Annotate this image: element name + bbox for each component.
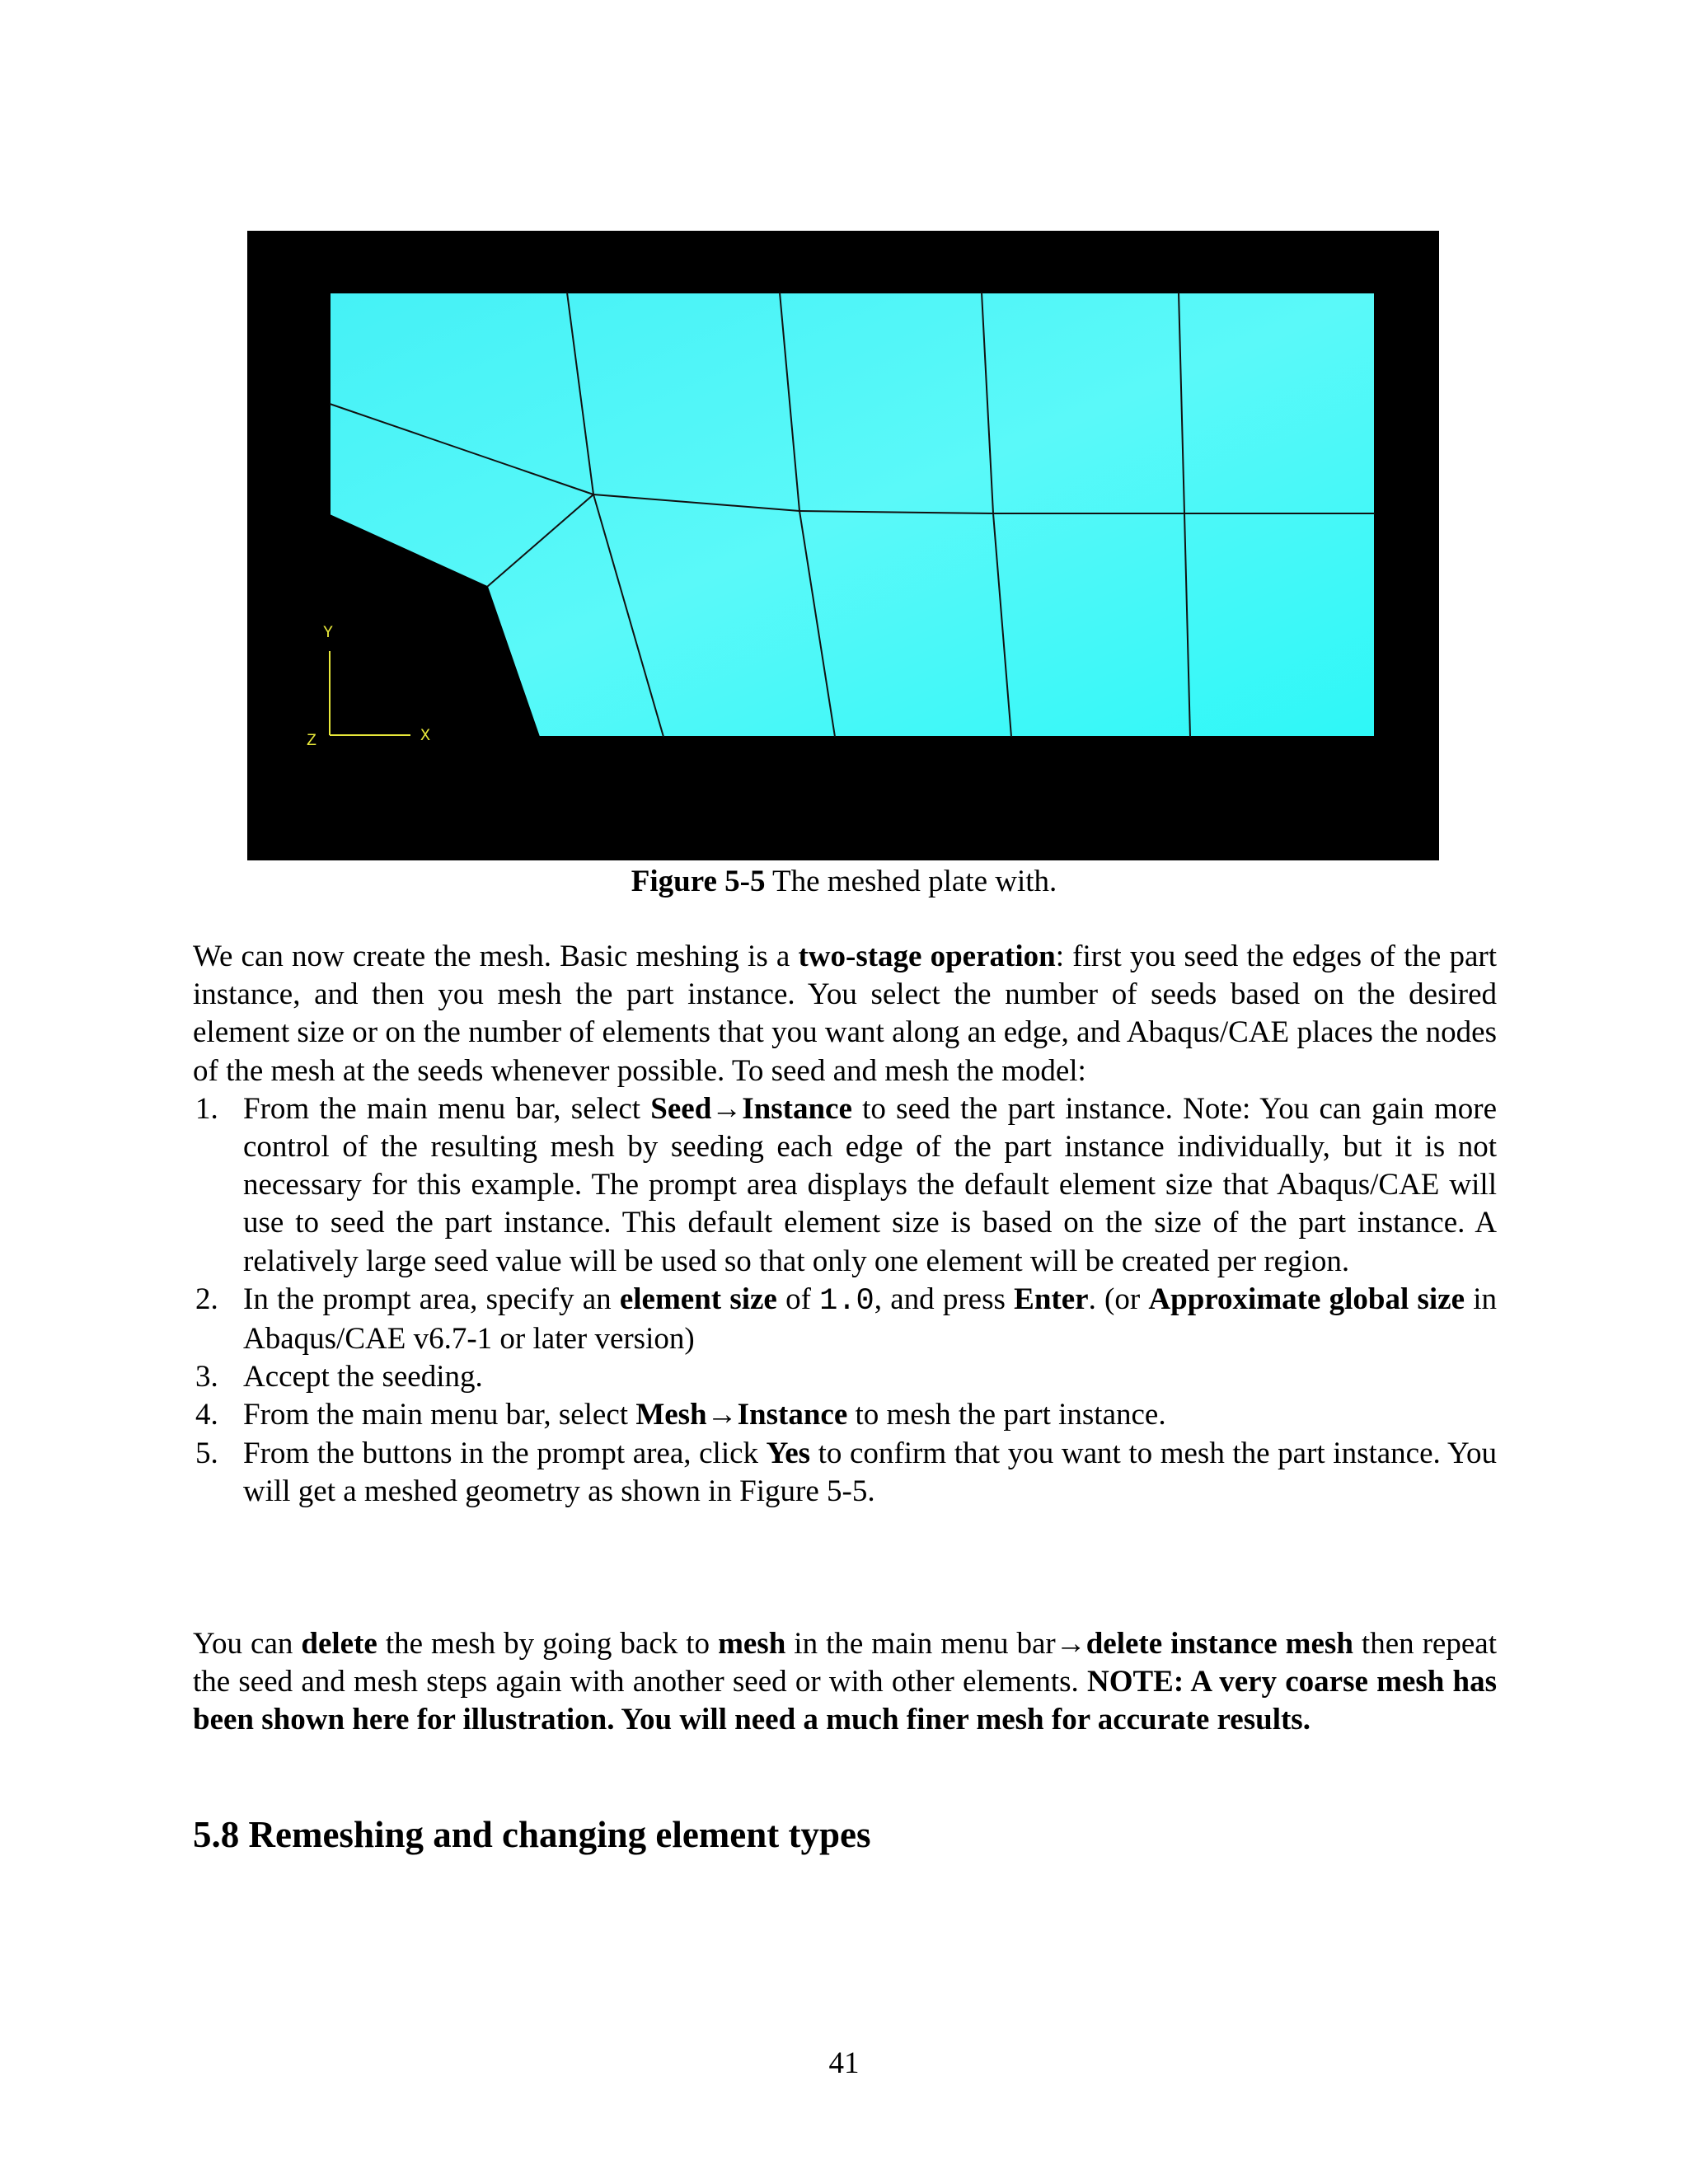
step-bold: Approximate global size — [1148, 1282, 1465, 1316]
figure-caption-text: The meshed plate with. — [765, 865, 1057, 898]
step-5 — [193, 1435, 1497, 1511]
step-number: 3. — [195, 1360, 218, 1394]
step-text: From the main menu bar, select — [243, 1398, 636, 1432]
delete-bold: delete — [301, 1627, 377, 1661]
intro-paragraph — [193, 938, 1497, 1090]
step-text: . (or — [1088, 1282, 1149, 1316]
step-bold: Seed→Instance — [650, 1091, 852, 1126]
step-3 — [193, 1358, 1497, 1396]
instructions-block — [193, 938, 1497, 1511]
step-bold: element size — [619, 1282, 777, 1316]
x-axis-label: X — [420, 727, 431, 746]
step-text: From the buttons in the prompt area, click — [243, 1436, 767, 1470]
steps-list — [193, 1090, 1497, 1511]
step-1 — [193, 1090, 1497, 1281]
step-text: From the main menu bar, select — [243, 1091, 651, 1126]
intro-text-1: We can now create the mesh. Basic meshing is a — [193, 940, 799, 973]
step-bold: Mesh→Instance — [635, 1398, 848, 1432]
step-bold: Yes — [766, 1436, 811, 1470]
step-text: Accept the seeding. — [243, 1360, 483, 1394]
intro-bold-1: two-stage operation — [798, 940, 1056, 973]
delete-text: then repeat the seed and mesh steps again with another seed or with other elements. — [193, 1627, 1497, 1699]
figure-caption-label: Figure 5-5 — [631, 865, 766, 898]
step-text: of — [776, 1282, 820, 1316]
step-2 — [193, 1281, 1497, 1358]
y-axis-label: Y — [323, 624, 334, 643]
delete-bold: mesh — [718, 1627, 786, 1661]
step-bold: Enter — [1014, 1282, 1089, 1316]
step-text: in Abaqus/CAE v6.7-1 or later version) — [243, 1282, 1498, 1357]
delete-text: in the main menu bar→ — [785, 1627, 1086, 1661]
step-text: In the prompt area, specify an — [243, 1282, 620, 1316]
delete-mesh-paragraph — [193, 1625, 1497, 1740]
section-heading: 5.8 Remeshing and changing element types — [193, 1814, 871, 1855]
step-code: 1.0 — [819, 1283, 874, 1319]
figure-caption — [0, 864, 1688, 900]
step-text: , and press — [874, 1282, 1015, 1316]
step-number: 4. — [195, 1398, 218, 1432]
meshed-plate-figure — [247, 231, 1439, 860]
step-text: to confirm that you want to mesh the part instance. You will get a meshed geometry as shown in Figure 5-5. — [243, 1436, 1497, 1508]
delete-text: the mesh by going back to — [377, 1627, 719, 1661]
delete-mesh-block — [193, 1625, 1497, 1740]
step-text: to mesh the part instance. — [847, 1398, 1166, 1432]
delete-bold: delete instance mesh — [1085, 1627, 1353, 1661]
z-axis-label: Z — [307, 732, 317, 751]
intro-text-2: : first you seed the edges of the part instance, and then you mesh the part instance. You select the number of seeds based on the desired element size or on the number of elements that you want along an edge, and Abaqus/CAE places the nodes of the mesh at the seeds whenever possible. To seed and mesh the model: — [193, 940, 1498, 1088]
axis-triad — [330, 651, 410, 735]
step-4 — [193, 1396, 1497, 1434]
plate-region — [330, 293, 1375, 737]
note-bold: NOTE: A very coarse mesh has been shown here for illustration. You will need a much finer mesh for accurate results. — [193, 1665, 1497, 1737]
step-number: 2. — [195, 1282, 218, 1316]
step-number: 1. — [195, 1091, 218, 1126]
mesh-view — [247, 231, 1439, 860]
step-text: to seed the part instance. Note: You can gain more control of the resulting mesh by seeding each edge of the part instance individually, but it is not necessary for this example. The prompt area displays the default element size that Abaqus/CAE will use to seed the part instance. This default element size is based on the size of the part instance. A relatively large seed value will be used so that only one element will be created per region. — [243, 1091, 1497, 1278]
delete-text: You can — [193, 1627, 302, 1661]
page-number: 41 — [828, 2046, 860, 2080]
step-number: 5. — [195, 1436, 218, 1470]
